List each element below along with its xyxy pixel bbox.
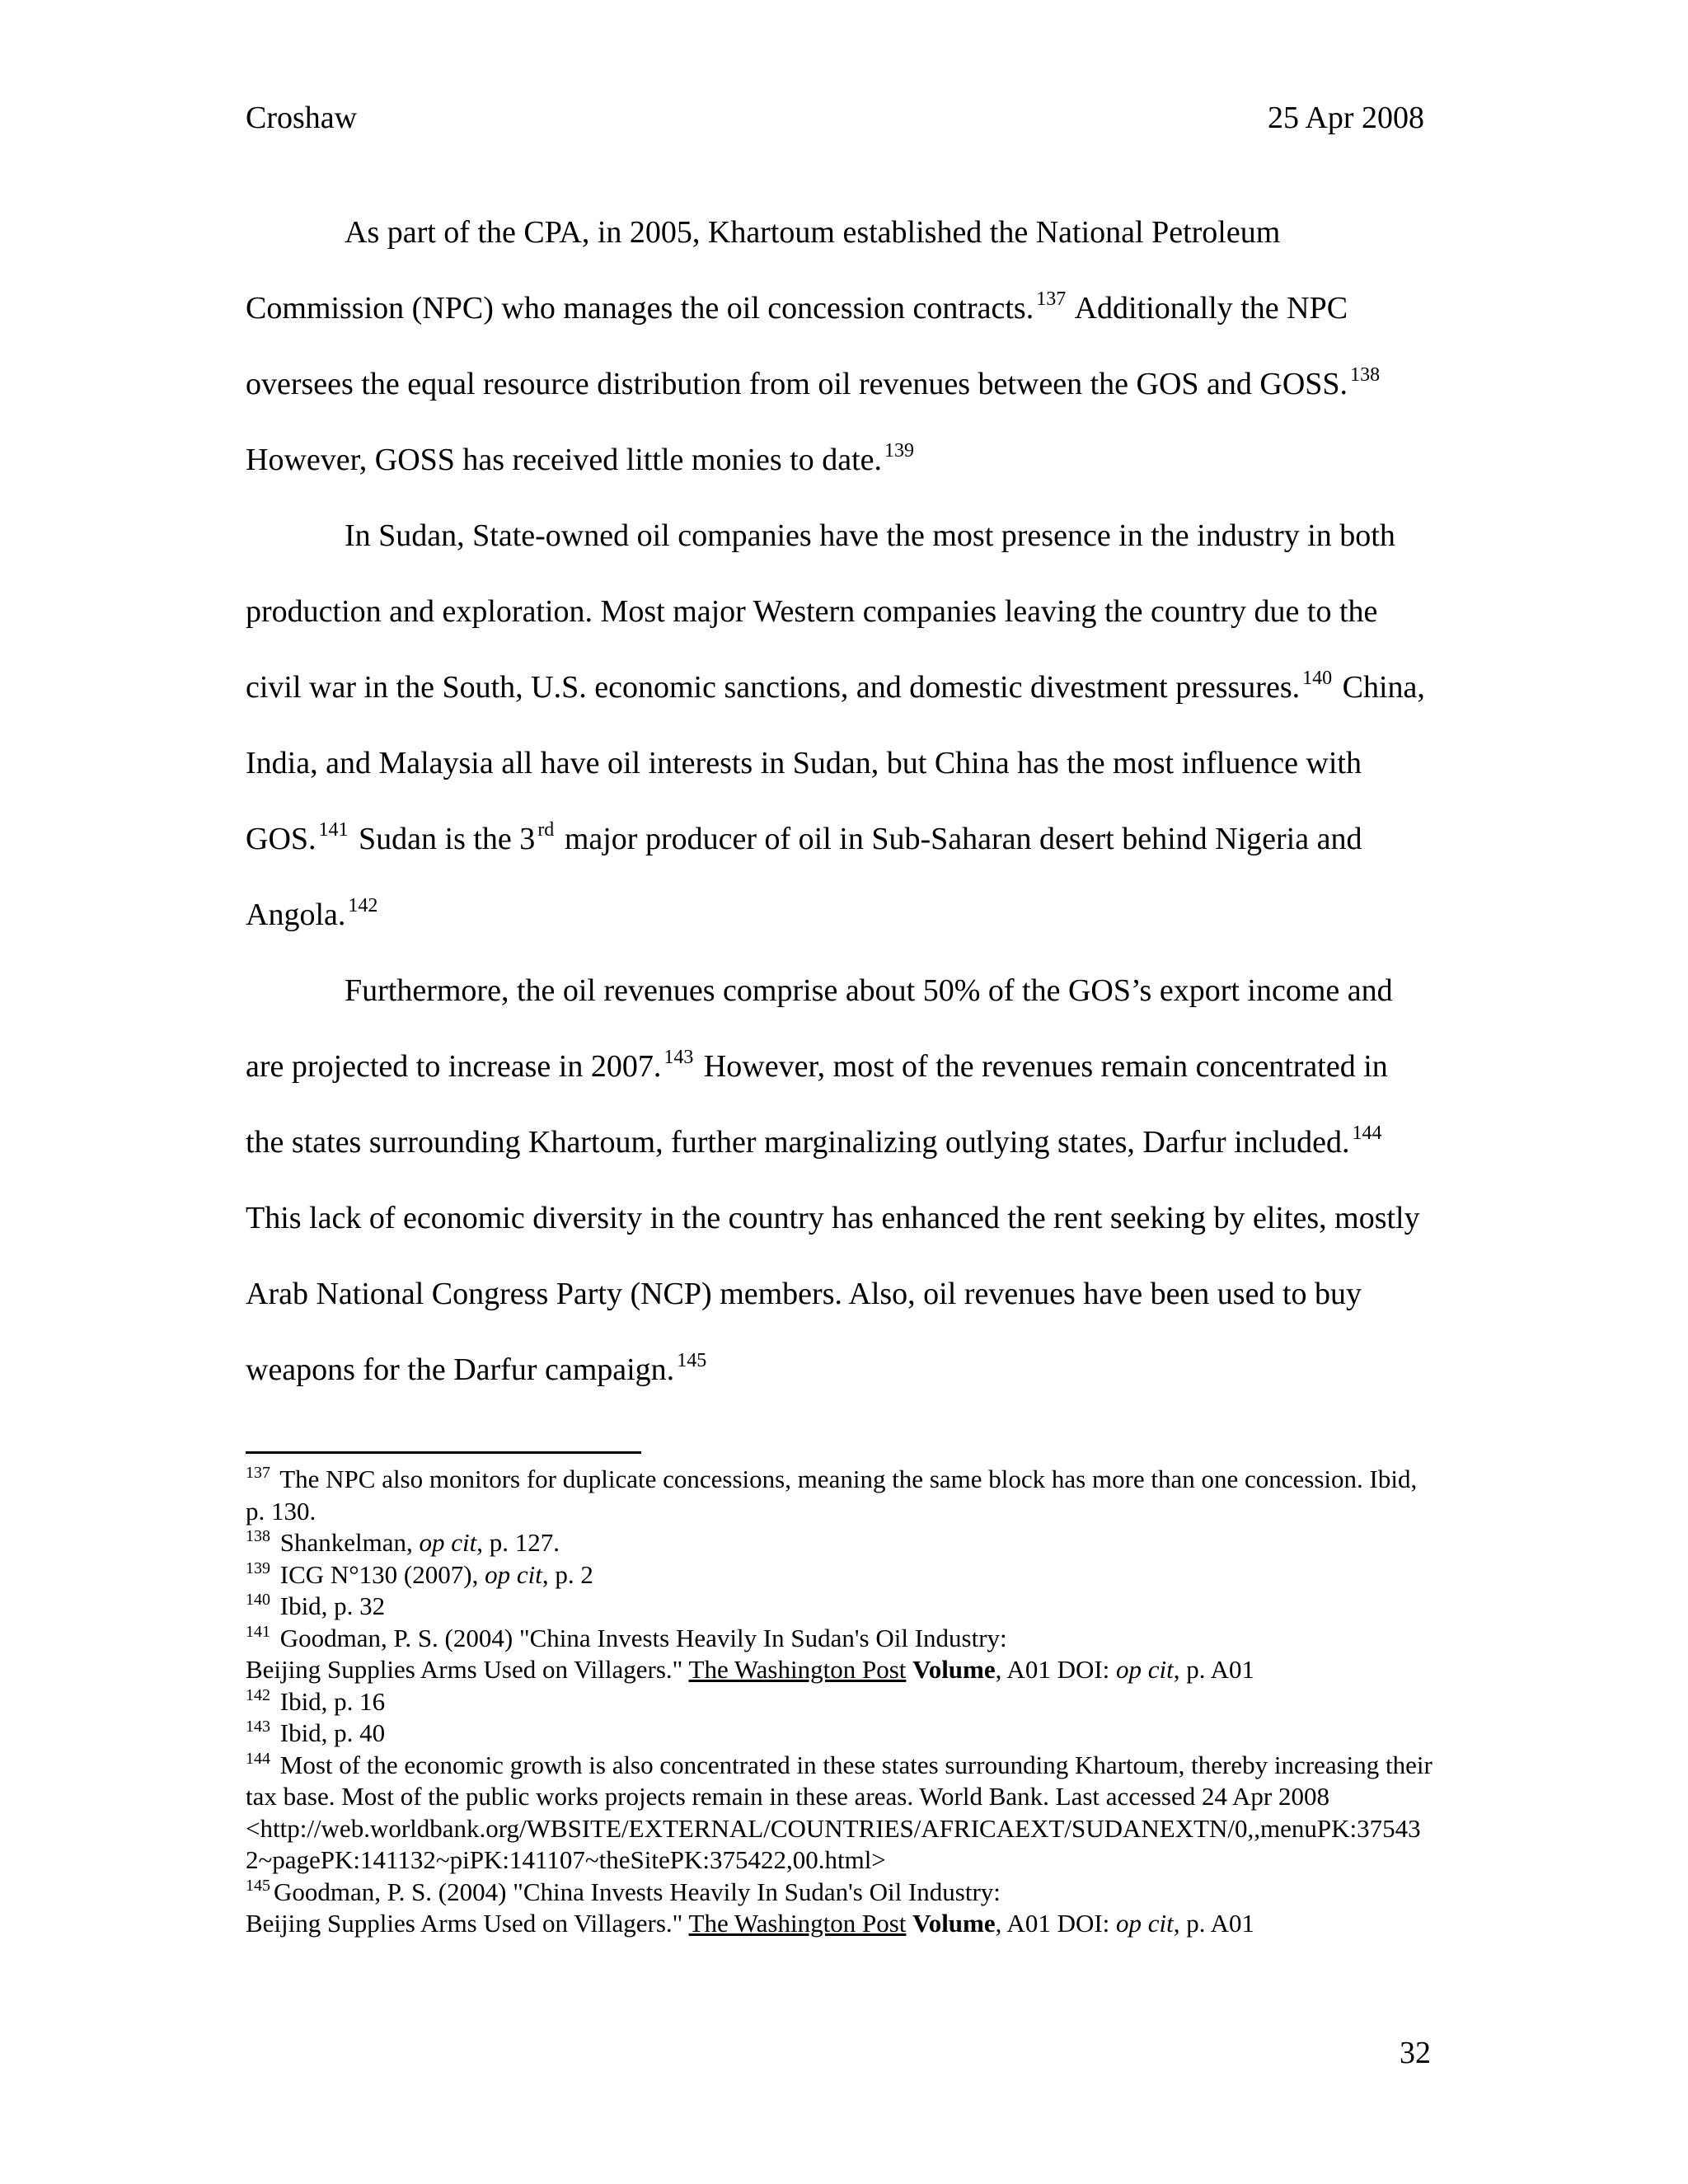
footnote-ref-137[interactable]: 137	[1036, 288, 1067, 310]
footnote-139	[246, 1559, 1432, 1591]
footnote-138	[246, 1527, 1432, 1559]
footnote-text: Beijing Supplies Arms Used on Villagers."	[246, 1655, 689, 1684]
footnote-number: 143	[246, 1718, 270, 1736]
footnote-145	[246, 1877, 1432, 1940]
header-date: 25 Apr 2008	[1268, 101, 1424, 135]
footnote-text: Ibid, p. 16	[274, 1686, 386, 1716]
paragraph-text: However, most of the revenues remain concentrated in the states surrounding Khartoum, further marginalizing outlying states, Darfur included.	[246, 1049, 1388, 1160]
footnote-text: , p. 2	[542, 1559, 593, 1589]
footnote-text: The NPC also monitors for duplicate concessions, meaning the same block has more than one concession. Ibid, p. 130.	[246, 1465, 1418, 1526]
footnote-text: , p. A01	[1173, 1909, 1254, 1938]
page-header	[246, 97, 1424, 138]
footnote-text: Most of the economic growth is also concentrated in these states surrounding Khartoum, thereby increasing their tax base. Most of the public works projects remain in these areas. World Bank. Last accessed 24 Apr 2008	[246, 1750, 1432, 1811]
footnote-text: Ibid, p. 32	[274, 1591, 386, 1620]
footnote-number: 145	[246, 1876, 270, 1895]
footnote-141	[246, 1623, 1432, 1686]
footnote-separator	[246, 1451, 641, 1454]
footnote-italic: op cit	[485, 1559, 542, 1589]
paragraph-text: major producer of oil in Sub-Saharan desert behind Nigeria and Angola.	[246, 822, 1362, 932]
paragraph-text: This lack of economic diversity in the country has enhanced the rent seeking by elites, mostly Arab National Congress Party (NCP) members. Also, oil revenues have been used to buy weapons for the Darfur campaign.	[246, 1201, 1420, 1387]
footnote-text: , A01 DOI:	[995, 1655, 1117, 1684]
footnote-140	[246, 1591, 1432, 1623]
footnote-ref-139[interactable]: 139	[884, 440, 915, 462]
paragraph-text: China, India, and Malaysia all have oil interests in Sudan, but China has the most influence with GOS.	[246, 670, 1425, 856]
footnote-number: 142	[246, 1685, 270, 1704]
paragraph-text: As part of the CPA, in 2005, Khartoum established the National Petroleum Commission (NPC) who manages the oil concession contracts.	[246, 215, 1281, 326]
footnote-italic: op cit	[1116, 1655, 1174, 1684]
footnote-ref-138[interactable]: 138	[1350, 364, 1381, 386]
footnote-text: Ibid, p. 40	[274, 1718, 386, 1747]
footnote-italic: op cit	[1116, 1909, 1174, 1938]
footnote-volume: Volume	[912, 1909, 996, 1938]
footnote-source-title: The Washington Post	[688, 1655, 907, 1684]
footnote-text: , p. A01	[1173, 1655, 1254, 1684]
header-author: Croshaw	[246, 101, 358, 135]
footnote-142	[246, 1686, 1432, 1718]
footnote-ref-141[interactable]: 141	[318, 819, 349, 841]
footnote-ref-145[interactable]: 145	[677, 1350, 707, 1371]
footnote-text: Goodman, P. S. (2004) "China Invests Heavily In Sudan's Oil Industry:	[274, 1877, 1001, 1906]
paragraph-text: Additionally the NPC oversees the equal resource distribution from oil revenues between the GOS and GOSS.	[246, 291, 1348, 401]
paragraph-1	[246, 194, 1432, 498]
footnote-ref-142[interactable]: 142	[348, 895, 378, 916]
footnote-143	[246, 1718, 1432, 1750]
body-text	[246, 194, 1432, 1408]
footnote-number: 141	[246, 1622, 270, 1641]
footnote-text: Beijing Supplies Arms Used on Villagers."	[246, 1909, 689, 1938]
footnote-number: 138	[246, 1527, 270, 1545]
footnote-number: 144	[246, 1749, 270, 1768]
footnote-text: , A01 DOI:	[995, 1909, 1117, 1938]
footnote-ref-143[interactable]: 143	[663, 1047, 694, 1068]
footnotes	[246, 1464, 1432, 1940]
footnote-volume: Volume	[912, 1655, 996, 1684]
footnote-italic: op cit	[419, 1528, 477, 1557]
footnote-ref-140[interactable]: 140	[1302, 668, 1333, 689]
footnote-number: 137	[246, 1464, 270, 1482]
paragraph-3	[246, 953, 1432, 1408]
paragraph-2	[246, 498, 1432, 953]
paragraph-text: In Sudan, State-owned oil companies have the most presence in the industry in both production and exploration. Most major Western companies leaving the country due to the civil war in the South, U.S. economic sanctions, and domestic divestment pressures.	[246, 518, 1395, 705]
footnote-ref-144[interactable]: 144	[1352, 1122, 1382, 1144]
paragraph-text: However, GOSS has received little monies to date.	[246, 443, 883, 477]
ordinal-suffix: rd	[537, 819, 555, 841]
footnote-text: , p. 127.	[476, 1528, 560, 1557]
page-number: 32	[1400, 2036, 1431, 2070]
footnote-text: ICG N°130 (2007),	[274, 1559, 485, 1589]
footnote-number: 139	[246, 1558, 270, 1577]
footnote-number: 140	[246, 1591, 270, 1609]
paragraph-text: Sudan is the 3	[350, 822, 536, 856]
footnote-144	[246, 1750, 1432, 1877]
footnote-text: Shankelman,	[274, 1528, 420, 1557]
footnote-137	[246, 1464, 1432, 1527]
paragraph-text: Furthermore, the oil revenues comprise about 50% of the GOS’s export income and are projected to increase in 2007.	[246, 973, 1393, 1084]
footnote-text: Goodman, P. S. (2004) "China Invests Heavily In Sudan's Oil Industry:	[274, 1623, 1007, 1652]
footnote-url[interactable]: <http://web.worldbank.org/WBSITE/EXTERNAL/COUNTRIES/AFRICAEXT/SUDANEXTN/0,,menuPK:375432~pagePK:141132~piPK:141107~theSitePK:375422,00.html>	[246, 1813, 1421, 1874]
footnote-source-title: The Washington Post	[688, 1909, 907, 1938]
